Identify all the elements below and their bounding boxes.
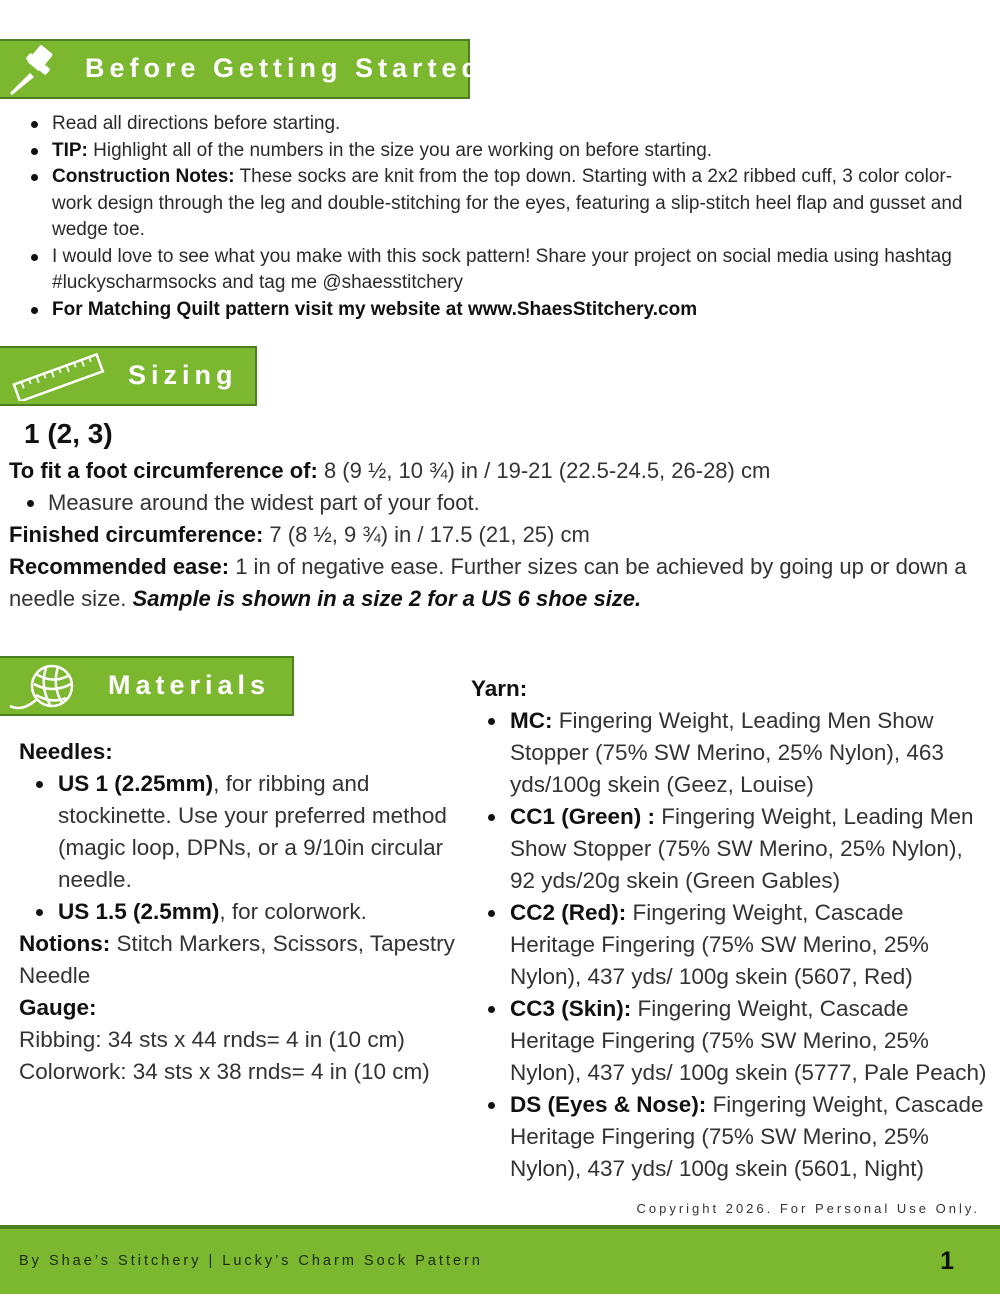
- list-item: DS (Eyes & Nose): Fingering Weight, Cascade Heritage Fingering (75% SW Merino, 25% Nylon), 437 yds/ 100g skein (5601, Night): [485, 1089, 991, 1185]
- page-number: 1: [940, 1247, 954, 1275]
- yarn-heading: Yarn:: [471, 676, 528, 701]
- needles-list: [19, 768, 474, 928]
- before-getting-started-banner: [0, 39, 484, 99]
- list-item: Construction Notes: These socks are knit from the top down. Starting with a 2x2 ribbed cuff, 3 color color-work design through the leg and double-stitching for the eyes, featuring a slip-stitch heel flap and gusset and wedge toe.: [26, 164, 966, 244]
- pushpin-icon: [4, 43, 64, 104]
- list-item: US 1.5 (2.5mm), for colorwork.: [33, 896, 474, 928]
- tip-label: TIP:: [52, 139, 88, 161]
- materials-banner: [0, 656, 294, 716]
- yarn-list: [471, 705, 991, 1185]
- notions: Notions: Stitch Markers, Scissors, Tapestry Needle: [19, 931, 455, 988]
- materials-left-column: [19, 736, 474, 1088]
- list-item: MC: Fingering Weight, Leading Men Show Stopper (75% SW Merino, 25% Nylon), 463 yds/100g skein (Geez, Louise): [485, 705, 991, 801]
- list-item: [26, 297, 966, 324]
- ruler-icon: [10, 353, 106, 406]
- gauge-ribbing: Ribbing: 34 sts x 44 rnds= 4 in (10 cm): [19, 1027, 405, 1052]
- list-item: TIP: Highlight all of the numbers in the size you are working on before starting.: [26, 138, 966, 165]
- section-title: Materials: [108, 670, 271, 700]
- needles-heading: Needles:: [19, 739, 113, 764]
- foot-circumference: To fit a foot circumference of: 8 (9 ½, 10 ¾) in / 19-21 (22.5-24.5, 26-28) cm: [9, 458, 771, 483]
- section-title: Before Getting Started: [85, 53, 484, 83]
- yarn-ball-icon: [6, 662, 86, 721]
- list-item: US 1 (2.25mm), for ribbing and stockinette. Use your preferred method (magic loop, DPNs, or a 9/10in circular needle.: [33, 768, 474, 896]
- quilt-link-text: For Matching Quilt pattern visit my website at www.ShaesStitchery.com: [52, 298, 698, 320]
- list-item: CC3 (Skin): Fingering Weight, Cascade Heritage Fingering (75% SW Merino, 25% Nylon), 437 yds/ 100g skein (5777, Pale Peach): [485, 993, 991, 1089]
- page-footer: [0, 1225, 1000, 1294]
- finished-circumference: Finished circumference: 7 (8 ½, 9 ¾) in / 17.5 (21, 25) cm: [9, 522, 590, 547]
- before-list: [26, 111, 966, 323]
- gauge-heading: Gauge:: [19, 995, 97, 1020]
- recommended-ease: Recommended ease: 1 in of negative ease. Further sizes can be achieved by going up or down a needle size. Sample is shown in a size 2 for a US 6 shoe size.: [9, 554, 967, 611]
- construction-label: Construction Notes:: [52, 166, 235, 187]
- section-title: Sizing: [128, 360, 238, 390]
- copyright-notice: Copyright 2026. For Personal Use Only.: [636, 1201, 980, 1216]
- list-item: CC1 (Green) : Fingering Weight, Leading Men Show Stopper (75% SW Merino, 25% Nylon), 92 yds/20g skein (Green Gables): [485, 801, 991, 897]
- measure-list: [22, 487, 480, 519]
- gauge-colorwork: Colorwork: 34 sts x 38 rnds= 4 in (10 cm): [19, 1059, 430, 1084]
- sizing-banner: [0, 346, 257, 406]
- list-item: I would love to see what you make with this sock pattern! Share your project on social media using hashtag #luckyscharmsocks and tag me @shaesstitchery: [26, 244, 966, 297]
- footer-text: By Shae’s Stitchery | Lucky’s Charm Sock Pattern: [19, 1253, 483, 1269]
- list-item: Measure around the widest part of your foot.: [22, 487, 480, 519]
- list-item: Read all directions before starting.: [26, 111, 966, 138]
- size-options: 1 (2, 3): [24, 418, 113, 449]
- list-item: CC2 (Red): Fingering Weight, Cascade Heritage Fingering (75% SW Merino, 25% Nylon), 437 yds/ 100g skein (5607, Red): [485, 897, 991, 993]
- materials-right-column: [471, 673, 991, 1185]
- sample-note: Sample is shown in a size 2 for a US 6 shoe size.: [132, 586, 642, 611]
